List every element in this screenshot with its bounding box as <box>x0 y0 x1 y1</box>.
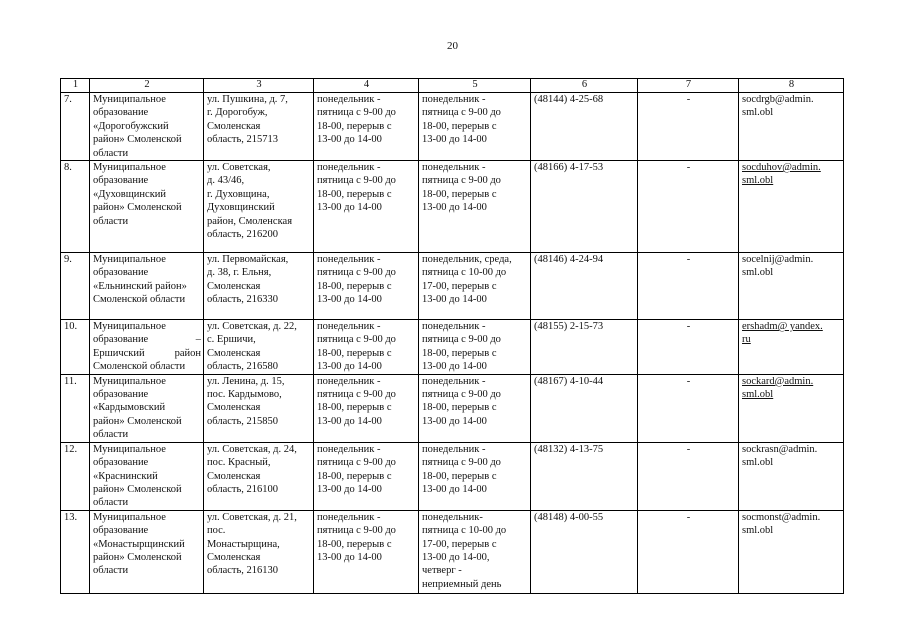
working-hours-line: 18-00, перерыв с <box>317 347 392 359</box>
header-cell: 7 <box>638 79 739 93</box>
address-cell <box>204 510 314 593</box>
email-line: sml.obl <box>742 267 774 279</box>
address-cell <box>204 161 314 253</box>
organization-line: области <box>93 429 129 441</box>
reception-hours-line: 18-00, перерыв с <box>422 347 497 359</box>
column-7-cell: - <box>638 320 739 375</box>
phone-cell: (48166) 4-17-53 <box>531 161 638 253</box>
address-cell <box>204 93 314 161</box>
reception-hours-line: пятница с 9-00 до <box>422 107 501 119</box>
organization-line: образование <box>93 525 149 537</box>
organization-line: «Краснинский <box>93 470 158 482</box>
contacts-table <box>60 78 844 594</box>
working-hours-line: пятница с 9-00 до <box>317 389 396 401</box>
organization-cell <box>90 320 204 375</box>
working-hours-line: понедельник - <box>317 443 381 455</box>
email-line: ershadm@ yandex. <box>742 321 823 333</box>
reception-hours-line: 17-00, перерыв с <box>422 538 497 550</box>
address-line: ул. Советская, д. 22, <box>207 321 297 333</box>
reception-hours-cell <box>419 161 531 253</box>
address-cell <box>204 442 314 510</box>
organization-line: Смоленской области <box>93 294 186 306</box>
column-7-cell: - <box>638 510 739 593</box>
column-7-cell: - <box>638 374 739 442</box>
reception-hours-line: пятница с 10-00 до <box>422 267 507 279</box>
address-line: Монастырщина, <box>207 538 280 550</box>
reception-hours-cell <box>419 510 531 593</box>
reception-hours-line: пятница с 9-00 до <box>422 457 501 469</box>
organization-line: Муниципальное <box>93 443 166 455</box>
reception-hours-line: понедельник - <box>422 162 486 174</box>
organization-line: район» Смоленской <box>93 483 182 495</box>
working-hours-line: 18-00, перерыв с <box>317 280 392 292</box>
working-hours-cell <box>314 161 419 253</box>
address-line: Смоленская <box>207 551 261 563</box>
email-line: ru <box>742 334 751 346</box>
header-cell: 5 <box>419 79 531 93</box>
reception-hours-line: понедельник, среда, <box>422 254 512 266</box>
organization-line: образование <box>93 267 149 279</box>
working-hours-cell <box>314 510 419 593</box>
phone-cell: (48167) 4-10-44 <box>531 374 638 442</box>
email-line: sml.obl <box>742 175 774 187</box>
email-cell[interactable] <box>739 510 844 593</box>
reception-hours-line: 13-00 до 14-00 <box>422 134 487 146</box>
column-7-cell: - <box>638 442 739 510</box>
email-cell[interactable] <box>739 161 844 253</box>
row-number-cell: 7. <box>61 93 90 161</box>
reception-hours-cell <box>419 442 531 510</box>
address-line: область, 216130 <box>207 565 279 577</box>
organization-line: район» Смоленской <box>93 202 182 214</box>
phone-cell: (48144) 4-25-68 <box>531 93 638 161</box>
address-line: г. Дорогобуж, <box>207 107 268 119</box>
reception-hours-line: понедельник- <box>422 511 483 523</box>
organization-line: Муниципальное <box>93 254 166 266</box>
email-line: sml.obl <box>742 457 774 469</box>
reception-hours-cell <box>419 374 531 442</box>
reception-hours-line: неприемный день <box>422 578 502 590</box>
phone-cell: (48148) 4-00-55 <box>531 510 638 593</box>
organization-line: район» Смоленской <box>93 415 182 427</box>
working-hours-line: понедельник - <box>317 162 381 174</box>
email-cell[interactable] <box>739 93 844 161</box>
reception-hours-line: 13-00 до 14-00 <box>422 202 487 214</box>
organization-cell <box>90 253 204 320</box>
working-hours-line: понедельник - <box>317 321 381 333</box>
working-hours-line: 13-00 до 14-00 <box>317 134 382 146</box>
address-line: область, 216580 <box>207 361 279 373</box>
header-cell: 6 <box>531 79 638 93</box>
organization-line: области <box>93 497 129 509</box>
email-line: sml.obl <box>742 107 774 119</box>
organization-line: области <box>93 147 129 159</box>
working-hours-cell <box>314 320 419 375</box>
reception-hours-line: пятница с 10-00 до <box>422 525 507 537</box>
organization-line: Смоленской области <box>93 361 186 373</box>
page-number: 20 <box>447 40 458 52</box>
reception-hours-line: 13-00 до 14-00 <box>422 415 487 427</box>
table-row <box>61 374 844 442</box>
organization-cell <box>90 510 204 593</box>
working-hours-line: 18-00, перерыв с <box>317 120 392 132</box>
phone-cell: (48146) 4-24-94 <box>531 253 638 320</box>
phone-cell: (48155) 2-15-73 <box>531 320 638 375</box>
row-number-cell: 10. <box>61 320 90 375</box>
header-cell: 4 <box>314 79 419 93</box>
address-line: д. 43/46, <box>207 175 245 187</box>
header-cell: 8 <box>739 79 844 93</box>
reception-hours-line: 13-00 до 14-00 <box>422 294 487 306</box>
email-line: sockrasn@admin. <box>742 443 818 455</box>
reception-hours-line: пятница с 9-00 до <box>422 175 501 187</box>
working-hours-line: понедельник - <box>317 375 381 387</box>
organization-line: области <box>93 215 129 227</box>
row-number-cell: 8. <box>61 161 90 253</box>
reception-hours-line: понедельник - <box>422 375 486 387</box>
table-row <box>61 93 844 161</box>
working-hours-line: пятница с 9-00 до <box>317 107 396 119</box>
address-line: ул. Первомайская, <box>207 254 289 266</box>
working-hours-line: 18-00, перерыв с <box>317 538 392 550</box>
working-hours-line: 18-00, перерыв с <box>317 470 392 482</box>
address-line: ул. Советская, д. 21, <box>207 511 297 523</box>
organization-line: «Дорогобужский <box>93 120 169 132</box>
working-hours-line: 13-00 до 14-00 <box>317 415 382 427</box>
address-line: д. 38, г. Ельня, <box>207 267 272 279</box>
reception-hours-line: 18-00, перерыв с <box>422 120 497 132</box>
organization-line: области <box>93 565 129 577</box>
reception-hours-line: пятница с 9-00 до <box>422 389 501 401</box>
column-7-cell: - <box>638 253 739 320</box>
organization-line: образование <box>93 175 149 187</box>
email-line: sockard@admin. <box>742 375 814 387</box>
address-line: Духовщинский <box>207 202 275 214</box>
organization-line: «Монастырщинский <box>93 538 185 550</box>
organization-line: Ершичский район <box>93 347 201 359</box>
address-line: область, 216200 <box>207 229 279 241</box>
organization-cell <box>90 374 204 442</box>
reception-hours-line: пятница с 9-00 до <box>422 334 501 346</box>
address-line: Смоленская <box>207 280 261 292</box>
address-cell <box>204 253 314 320</box>
header-cell: 1 <box>61 79 90 93</box>
organization-line: «Ельнинский район» <box>93 280 187 292</box>
address-line: г. Духовщина, <box>207 188 270 200</box>
working-hours-line: пятница с 9-00 до <box>317 267 396 279</box>
organization-cell <box>90 93 204 161</box>
address-line: пос. Красный, <box>207 457 271 469</box>
reception-hours-line: понедельник - <box>422 443 486 455</box>
header-cell: 3 <box>204 79 314 93</box>
reception-hours-line: 13-00 до 14-00 <box>422 361 487 373</box>
organization-line: образование <box>93 457 149 469</box>
organization-line: Муниципальное <box>93 94 166 105</box>
column-7-cell: - <box>638 93 739 161</box>
organization-line: Муниципальное <box>93 321 166 333</box>
email-cell[interactable] <box>739 253 844 320</box>
organization-line: Муниципальное <box>93 511 166 523</box>
organization-line: образование <box>93 107 149 119</box>
column-7-cell: - <box>638 161 739 253</box>
address-line: с. Ершичи, <box>207 334 256 346</box>
working-hours-line: понедельник - <box>317 511 381 523</box>
address-cell <box>204 374 314 442</box>
table-row <box>61 161 844 253</box>
working-hours-cell <box>314 93 419 161</box>
working-hours-line: пятница с 9-00 до <box>317 175 396 187</box>
address-line: пос. <box>207 525 226 537</box>
address-line: область, 215850 <box>207 415 279 427</box>
email-line: socelnij@admin. <box>742 254 814 266</box>
address-line: область, 216330 <box>207 294 279 306</box>
organization-line: район» Смоленской <box>93 134 182 146</box>
reception-hours-line: 17-00, перерыв с <box>422 280 497 292</box>
address-line: Смоленская <box>207 470 261 482</box>
email-line: socmonst@admin. <box>742 511 821 523</box>
email-line: sml.obl <box>742 389 774 401</box>
address-line: ул. Советская, <box>207 162 271 174</box>
table-header-row <box>61 79 844 93</box>
organization-line: Муниципальное <box>93 162 166 174</box>
address-line: область, 216100 <box>207 483 279 495</box>
reception-hours-cell <box>419 93 531 161</box>
email-line: socduhov@admin. <box>742 162 821 174</box>
organization-line: образование <box>93 389 149 401</box>
table-row <box>61 442 844 510</box>
address-line: пос. Кардымово, <box>207 389 282 401</box>
working-hours-line: 18-00, перерыв с <box>317 402 392 414</box>
address-line: Смоленская <box>207 402 261 414</box>
organization-line: «Духовщинский <box>93 188 167 200</box>
email-line: socdrgb@admin. <box>742 94 814 105</box>
table-row <box>61 253 844 320</box>
reception-hours-line: 18-00, перерыв с <box>422 188 497 200</box>
reception-hours-cell <box>419 320 531 375</box>
address-line: район, Смоленская <box>207 215 293 227</box>
reception-hours-line: понедельник - <box>422 94 486 105</box>
working-hours-cell <box>314 374 419 442</box>
address-line: ул. Советская, д. 24, <box>207 443 297 455</box>
reception-hours-line: четверг - <box>422 565 462 577</box>
organization-line: Муниципальное <box>93 375 166 387</box>
reception-hours-line: понедельник - <box>422 321 486 333</box>
working-hours-line: понедельник - <box>317 254 381 266</box>
working-hours-line: понедельник - <box>317 94 381 105</box>
table-row <box>61 510 844 593</box>
organization-line: образование – <box>93 334 201 346</box>
email-cell[interactable] <box>739 442 844 510</box>
reception-hours-line: 18-00, перерыв с <box>422 402 497 414</box>
working-hours-line: 13-00 до 14-00 <box>317 483 382 495</box>
address-line: область, 215713 <box>207 134 279 146</box>
organization-cell <box>90 442 204 510</box>
working-hours-line: 18-00, перерыв с <box>317 188 392 200</box>
reception-hours-line: 13-00 до 14-00, <box>422 551 490 563</box>
row-number-cell: 12. <box>61 442 90 510</box>
header-cell: 2 <box>90 79 204 93</box>
organization-line: район» Смоленской <box>93 551 182 563</box>
working-hours-line: пятница с 9-00 до <box>317 457 396 469</box>
address-line: Смоленская <box>207 347 261 359</box>
email-line: sml.obl <box>742 525 774 537</box>
address-line: ул. Ленина, д. 15, <box>207 375 285 387</box>
working-hours-line: 13-00 до 14-00 <box>317 551 382 563</box>
working-hours-line: 13-00 до 14-00 <box>317 294 382 306</box>
working-hours-line: пятница с 9-00 до <box>317 334 396 346</box>
working-hours-line: пятница с 9-00 до <box>317 525 396 537</box>
phone-cell: (48132) 4-13-75 <box>531 442 638 510</box>
reception-hours-line: 13-00 до 14-00 <box>422 483 487 495</box>
working-hours-line: 13-00 до 14-00 <box>317 361 382 373</box>
address-cell <box>204 320 314 375</box>
email-cell[interactable] <box>739 320 844 375</box>
working-hours-cell <box>314 253 419 320</box>
reception-hours-line: 18-00, перерыв с <box>422 470 497 482</box>
working-hours-cell <box>314 442 419 510</box>
organization-cell <box>90 161 204 253</box>
row-number-cell: 9. <box>61 253 90 320</box>
organization-line: «Кардымовский <box>93 402 166 414</box>
table-row <box>61 320 844 375</box>
address-line: ул. Пушкина, д. 7, <box>207 94 288 105</box>
row-number-cell: 13. <box>61 510 90 593</box>
email-cell[interactable] <box>739 374 844 442</box>
working-hours-line: 13-00 до 14-00 <box>317 202 382 214</box>
address-line: Смоленская <box>207 120 261 132</box>
row-number-cell: 11. <box>61 374 90 442</box>
reception-hours-cell <box>419 253 531 320</box>
